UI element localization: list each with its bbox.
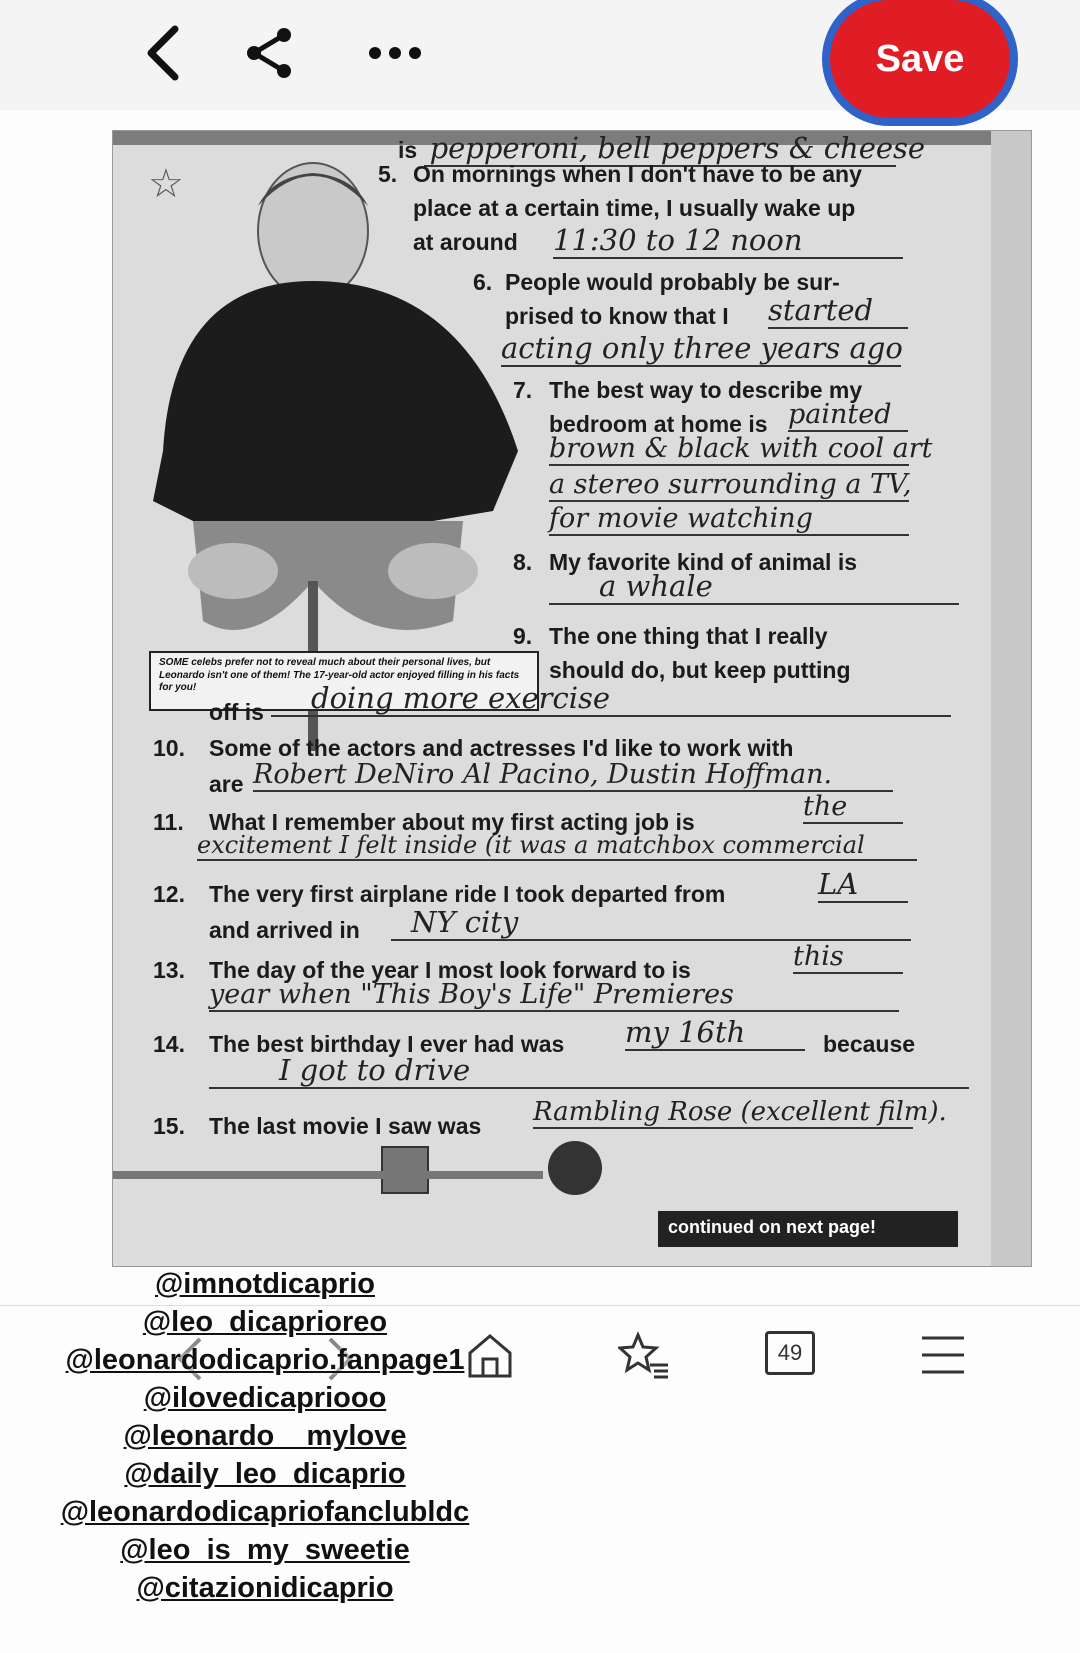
q14-line-2: because	[823, 1031, 916, 1057]
q6-answer-2: acting only three years ago	[501, 331, 903, 365]
q12-number: 12.	[153, 881, 185, 907]
q11-answer-1: the	[803, 791, 903, 824]
page-side-band	[991, 131, 1031, 1266]
q14-answer-2: I got to drive	[209, 1053, 969, 1089]
tabs-count: 49	[777, 1340, 803, 1365]
mention-handle[interactable]: @leonardodicapriofanclubldc	[60, 1496, 470, 1528]
mention-handle[interactable]: @imnotdicaprio	[154, 1268, 375, 1300]
q11-line-1: What I remember about my first acting job is	[209, 809, 695, 835]
q10-number: 10.	[153, 735, 185, 761]
q9-line-1: The one thing that I really	[549, 623, 828, 649]
q6-line-1: People would probably be sur-	[505, 269, 840, 295]
gift-icon	[381, 1146, 429, 1194]
q14-answer-1: my 16th	[625, 1015, 805, 1051]
mention-handle[interactable]: @leo_is_my_sweetie	[120, 1534, 410, 1566]
q8-line-1: My favorite kind of animal is	[549, 549, 858, 575]
q4-lead: is	[398, 137, 418, 163]
q10-line-2: are	[209, 771, 244, 797]
q12-line-1: The very first airplane ride I took departed from	[209, 881, 726, 907]
q7-line-2: bedroom at home is	[549, 411, 768, 437]
q10-line-1: Some of the actors and actresses I'd like to work with	[209, 735, 794, 761]
magazine-page-image	[112, 130, 1032, 1267]
q11-number: 11.	[153, 809, 184, 835]
back-chevron-icon[interactable]	[128, 18, 198, 88]
q8-number: 8.	[513, 549, 533, 575]
q14-line-1: The best birthday I ever had was	[209, 1031, 565, 1057]
tabs-counter-icon[interactable]	[765, 1331, 815, 1375]
q7-number: 7.	[513, 377, 533, 403]
q12-answer-2: NY city	[391, 905, 911, 941]
mention-handle[interactable]: @ilovedicapriooo	[143, 1382, 387, 1414]
q5-number: 5.	[378, 161, 398, 187]
q4-answer: pepperoni, bell peppers & cheese	[424, 131, 896, 167]
q12-line-2: and arrived in	[209, 917, 360, 943]
mention-handle[interactable]: @daily_leo_dicaprio	[124, 1458, 406, 1490]
mention-handle[interactable]: @leonardodicaprio.fanpage1	[65, 1344, 465, 1376]
q7-answer-4: for movie watching	[549, 503, 909, 536]
q5-answer: 11:30 to 12 noon	[553, 223, 903, 259]
q5-line-1: On mornings when I don't have to be any	[413, 161, 862, 187]
mention-handle[interactable]: @leo_dicaprioreo	[142, 1306, 388, 1338]
q6-answer-1: started	[768, 293, 908, 329]
q7-answer-2: brown & black with cool art	[549, 433, 933, 464]
q13-line-1: The day of the year I most look forward to is	[209, 957, 691, 983]
star-list-icon[interactable]	[618, 1331, 670, 1386]
q5-line-2: place at a certain time, I usually wake up	[413, 195, 856, 221]
q9-answer: doing more exercise	[271, 681, 951, 717]
q9-line-2: should do, but keep putting	[549, 657, 851, 683]
q9-number: 9.	[513, 623, 533, 649]
mention-handle[interactable]: @citazionidicaprio	[136, 1572, 394, 1604]
mention-handle[interactable]: @leonardo__mylove	[123, 1420, 407, 1452]
q9-line-3: off is	[209, 699, 264, 725]
save-button[interactable]: Save	[830, 0, 1010, 118]
basketball-icon	[548, 1141, 602, 1195]
mention-list	[0, 1265, 530, 1607]
q7-answer-3: a stereo surrounding a TV,	[549, 469, 912, 500]
q13-answer-1: this	[793, 941, 903, 974]
q15-answer: Rambling Rose (excellent film).	[533, 1097, 947, 1127]
share-icon[interactable]	[235, 18, 305, 88]
q13-answer-2: year when "This Boy's Life" Premieres	[209, 979, 899, 1012]
q11-answer-2: excitement I felt inside (it was a matchbox commercial	[197, 831, 917, 861]
q13-number: 13.	[153, 957, 185, 983]
q6-line-2: prised to know that I	[505, 303, 729, 329]
q8-answer: a whale	[549, 569, 959, 605]
q7-line-1: The best way to describe my	[549, 377, 863, 403]
more-dots-icon[interactable]	[360, 18, 430, 88]
q15-number: 15.	[153, 1113, 185, 1139]
photo-caption: SOME celebs prefer not to reveal much about their personal lives, but Leonardo isn't one of them! The 17-year-old actor enjoyed filling in his facts for you!	[149, 651, 539, 711]
q10-answer: Robert DeNiro Al Pacino, Dustin Hoffman.	[253, 759, 893, 792]
q6-number: 6.	[473, 269, 493, 295]
q15-line-1: The last movie I saw was	[209, 1113, 482, 1139]
page-bottom-border	[113, 1171, 543, 1179]
star-doodle-icon: ☆	[148, 162, 184, 206]
q7-answer-1: painted	[788, 399, 908, 432]
q5-line-3: at around	[413, 229, 518, 255]
q12-answer-1: LA	[818, 867, 908, 903]
continued-banner: continued on next page!	[658, 1211, 958, 1247]
q14-number: 14.	[153, 1031, 185, 1057]
hamburger-menu-icon[interactable]	[920, 1334, 966, 1381]
